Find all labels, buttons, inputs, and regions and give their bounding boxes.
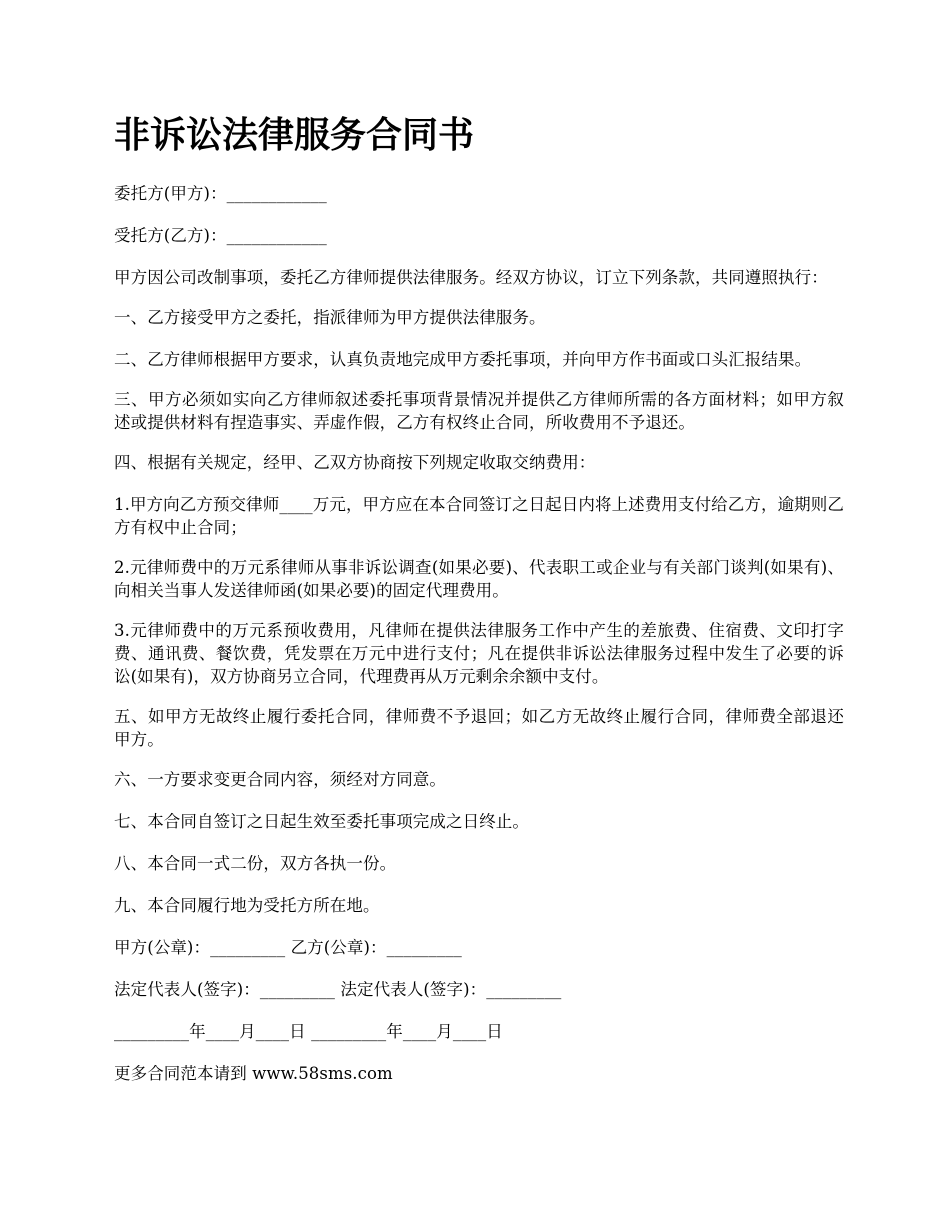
fee-item-2: 2.元律师费中的万元系律师从事非诉讼调查(如果必要)、代表职工或企业与有关部门谈判(如果有)、向相关当事人发送律师函(如果必要)的固定代理费用。 (114, 558, 844, 600)
date-line: _________年____月____日 _________年____月____日 (114, 1022, 503, 1041)
clause-8: 八、本合同一式二份，双方各执一份。 (114, 854, 397, 873)
fee-item-3: 3.元律师费中的万元系预收费用，凡律师在提供法律服务工作中产生的差旅费、住宿费、文印打字费、通讯费、餐饮费，凭发票在万元中进行支付；凡在提供非诉讼法律服务过程中发生了必要的诉讼(如果有)，双方协商另立合同，代理费再从万元剩余余额中支付。 (114, 621, 844, 686)
footer-note: 更多合同范本请到 www.58sms.com (114, 1064, 393, 1083)
representative-signature-line: 法定代表人(签字)：_________ 法定代表人(签字)：_________ (114, 980, 562, 999)
clause-2: 二、乙方律师根据甲方要求，认真负责地完成甲方委托事项，并向甲方作书面或口头汇报结果。 (114, 350, 812, 369)
clause-1: 一、乙方接受甲方之委托，指派律师为甲方提供法律服务。 (114, 308, 546, 327)
clause-5: 五、如甲方无故终止履行委托合同，律师费不予退回；如乙方无故终止履行合同，律师费全部退还甲方。 (114, 707, 844, 749)
clause-7: 七、本合同自签订之日起生效至委托事项完成之日终止。 (114, 812, 529, 831)
clause-9: 九、本合同履行地为受托方所在地。 (114, 896, 380, 915)
fee-item-1: 1.甲方向乙方预交律师____万元，甲方应在本合同签订之日起日内将上述费用支付给乙方，逾期则乙方有权中止合同； (114, 495, 844, 537)
seal-line: 甲方(公章)：_________ 乙方(公章)：_________ (114, 938, 462, 957)
intro-paragraph: 甲方因公司改制事项，委托乙方律师提供法律服务。经双方协议，订立下列条款，共同遵照执行： (114, 268, 828, 287)
party-b-line: 受托方(乙方)：____________ (114, 226, 327, 245)
clause-6: 六、一方要求变更合同内容，须经对方同意。 (114, 770, 446, 789)
party-a-line: 委托方(甲方)：____________ (114, 184, 327, 203)
clause-3: 三、甲方必须如实向乙方律师叙述委托事项背景情况并提供乙方律师所需的各方面材料；如甲方叙述或提供材料有捏造事实、弄虚作假，乙方有权终止合同，所收费用不予退还。 (114, 390, 844, 432)
contract-page (114, 112, 844, 1104)
document-title: 非诉讼法律服务合同书 (114, 115, 475, 156)
clause-4: 四、根据有关规定，经甲、乙双方协商按下列规定收取交纳费用： (114, 453, 596, 472)
